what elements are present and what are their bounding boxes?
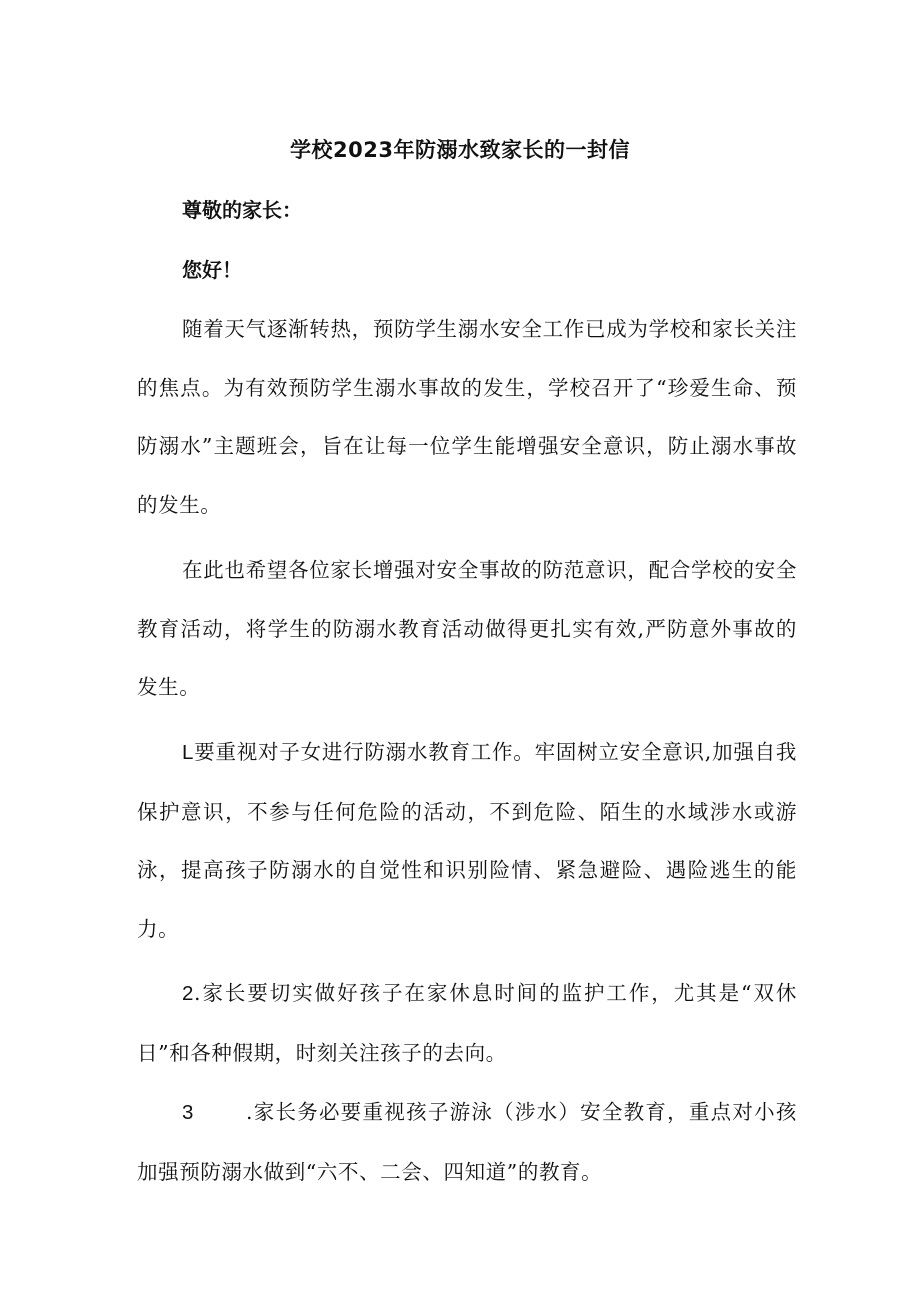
- paragraph-hope: 在此也希望各位家长增强对安全事故的防范意识，配合学校的安全教育活动，将学生的防溺水教育活动做得更扎实有效,严防意外事故的发生。: [137, 558, 797, 699]
- paragraph-intro: 随着天气逐渐转热，预防学生溺水安全工作已成为学校和家长关注的焦点。为有效预防学生溺水事故的发生，学校召开了“珍爱生命、预防溺水”主题班会，旨在让每一位学生能增强安全意识，防止溺水事故的发生。: [137, 317, 797, 517]
- list-item-number: L: [182, 741, 195, 764]
- list-item-text: .家长务必要重视孩子游泳（涉水）安全教育，重点对小孩加强预防溺水做到“六不、二会、四知道”的教育。: [137, 1100, 797, 1184]
- list-item-number: 3: [182, 1101, 195, 1124]
- salutation: 尊敬的家长：: [182, 198, 302, 222]
- list-item-text: 要重视对子女进行防溺水教育工作。牢固树立安全意识,加强自我保护意识，不参与任何危险的活动，不到危险、陌生的水域涉水或游泳，提高孩子防溺水的自觉性和识别险情、紧急避险、遇险逃生的能力。: [137, 740, 797, 941]
- list-item-2: [137, 964, 797, 1082]
- list-item-text: .家长要切实做好孩子在家休息时间的监护工作，尤其是“双休日”和各种假期，时刻关注孩子的去向。: [137, 981, 797, 1065]
- list-item-1: [137, 723, 797, 958]
- document-title: 学校2023年防溺水致家长的一封信: [290, 138, 630, 162]
- list-item-3: [137, 1083, 797, 1201]
- greeting: 您好！: [182, 258, 242, 282]
- list-item-number: 2: [182, 982, 195, 1005]
